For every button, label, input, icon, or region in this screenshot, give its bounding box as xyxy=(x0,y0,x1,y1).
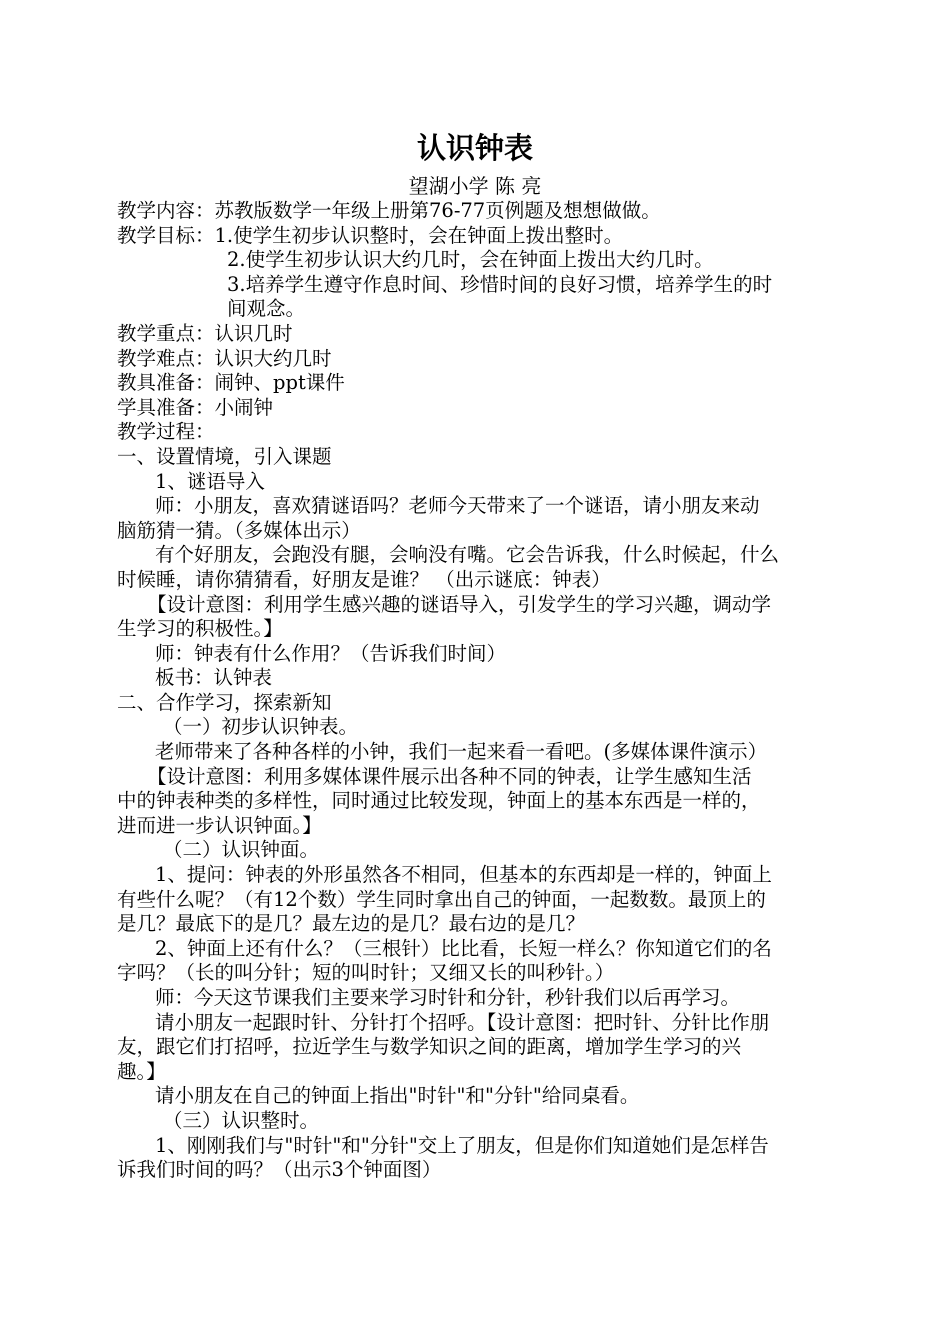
text-line: 有些什么呢？（有12个数）学生同时拿出自己的钟面，一起数数。最顶上的 xyxy=(117,887,766,911)
text-line: 中的钟表种类的多样性，同时通过比较发现，钟面上的基本东西是一样的， xyxy=(117,789,761,813)
section-heading: 二、合作学习，探索新知 xyxy=(117,690,332,714)
author-line: 望湖小学 陈 亮 xyxy=(408,174,542,198)
text-line: 教学过程： xyxy=(117,420,215,444)
text-line: 师：小朋友，喜欢猜谜语吗？老师今天带来了一个谜语，请小朋友来动 xyxy=(155,494,760,518)
text-line: 有个好朋友，会跑没有腿，会响没有嘴。它会告诉我，什么时候起，什么 xyxy=(155,543,780,567)
text-line: 教具准备：闹钟、ppt课件 xyxy=(117,371,345,395)
text-line: 2、钟面上还有什么？（三根针）比比看，长短一样么？你知道它们的名 xyxy=(155,936,772,960)
text-line: 1、刚刚我们与"时针"和"分针"交上了朋友，但是你们知道她们是怎样告 xyxy=(155,1133,769,1157)
text-line: 板书：认钟表 xyxy=(155,666,273,690)
text-line: 学具准备：小闹钟 xyxy=(117,395,274,419)
text-line: 趣。】 xyxy=(117,1059,166,1083)
text-line: （三）认识整时。 xyxy=(163,1108,320,1132)
text-line: 1、谜语导入 xyxy=(155,469,265,493)
text-line: 请小朋友在自己的钟面上指出"时针"和"分针"给同桌看。 xyxy=(155,1084,640,1108)
text-line: 师：钟表有什么作用？（告诉我们时间） xyxy=(155,641,507,665)
text-line: 字吗？（长的叫分针；短的叫时针；又细又长的叫秒针。） xyxy=(117,961,615,985)
text-line: 【设计意图：利用学生感兴趣的谜语导入，引发学生的学习兴趣，调动学 xyxy=(147,592,772,616)
text-line: 教学目标：1.使学生初步认识整时，会在钟面上拨出整时。 xyxy=(117,223,624,247)
text-line: 是几？最底下的是几？最左边的是几？最右边的是几？ xyxy=(117,912,586,936)
text-line: 【设计意图：利用多媒体课件展示出各种不同的钟表，让学生感知生活 xyxy=(147,764,752,788)
text-line: 教学难点：认识大约几时 xyxy=(117,346,332,370)
text-line: （二）认识钟面。 xyxy=(163,838,320,862)
text-line: 教学重点：认识几时 xyxy=(117,321,293,345)
document-body xyxy=(117,199,839,1183)
text-line: 诉我们时间的吗？（出示3个钟面图） xyxy=(117,1158,442,1182)
text-line: （一）初步认识钟表。 xyxy=(163,715,359,739)
text-line: 脑筋猜一猜。（多媒体出示） xyxy=(117,518,361,542)
text-line: 进而进一步认识钟面。】 xyxy=(117,813,322,837)
text-line: 1、提问：钟表的外形虽然各不相同，但基本的东西却是一样的，钟面上 xyxy=(155,863,772,887)
section-heading: 一、设置情境，引入课题 xyxy=(117,444,332,468)
text-line: 请小朋友一起跟时针、分针打个招呼。【设计意图：把时针、分针比作朋 xyxy=(155,1010,770,1034)
page-title: 认识钟表 xyxy=(416,131,533,165)
text-line: 2.使学生初步认识大约几时，会在钟面上拨出大约几时。 xyxy=(227,248,714,272)
text-line: 师：今天这节课我们主要来学习时针和分针，秒针我们以后再学习。 xyxy=(155,986,741,1009)
text-line: 教学内容：苏教版数学一年级上册第76-77页例题及想想做做。 xyxy=(117,199,661,222)
text-line: 间观念。 xyxy=(227,297,306,321)
text-line: 时候睡，请你猜猜看，好朋友是谁？ （出示谜底：钟表） xyxy=(117,567,611,591)
text-line: 3.培养学生遵守作息时间、珍惜时间的良好习惯，培养学生的时 xyxy=(227,272,773,296)
text-line: 老师带来了各种各样的小钟，我们一起来看一看吧。(多媒体课件演示） xyxy=(155,740,768,764)
text-line: 友，跟它们打招呼，拉近学生与数学知识之间的距离，增加学生学习的兴 xyxy=(117,1035,742,1059)
text-line: 生学习的积极性。】 xyxy=(117,617,283,641)
